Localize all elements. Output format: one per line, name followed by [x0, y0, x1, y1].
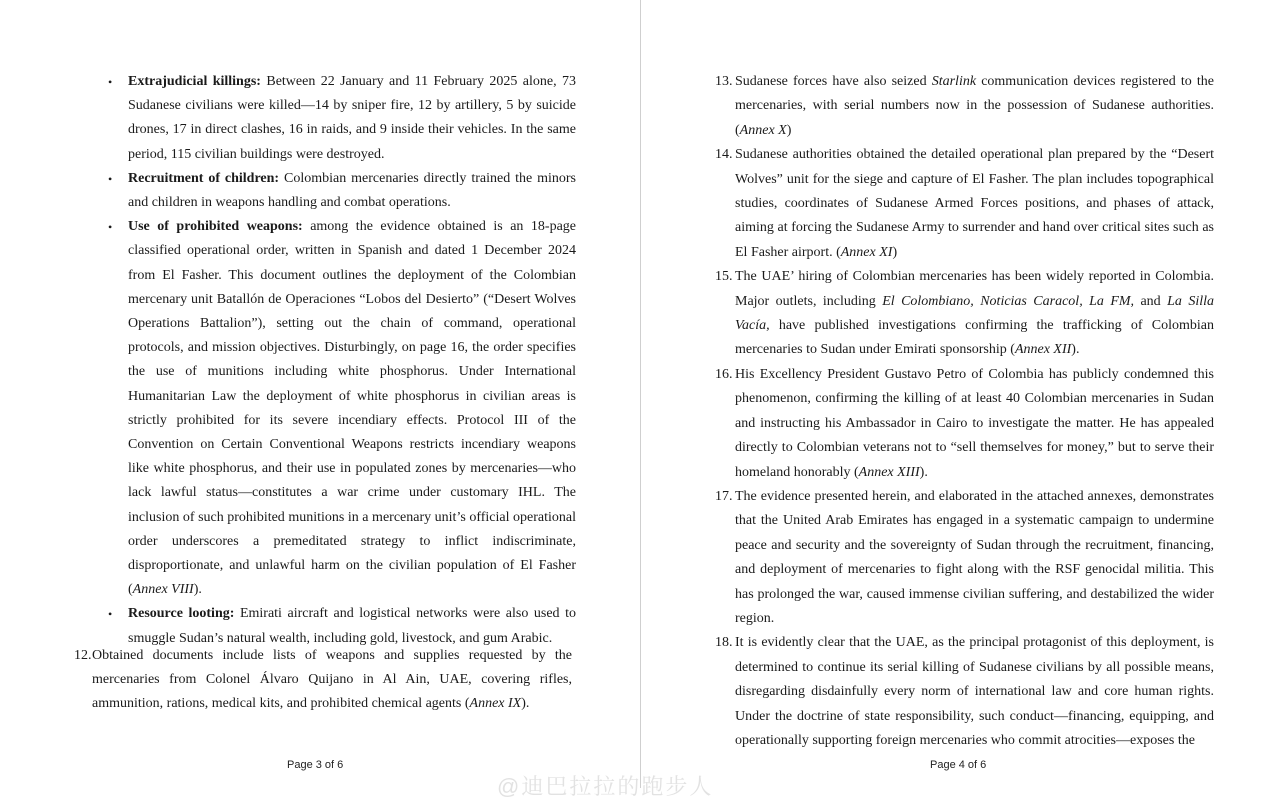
left-page [0, 0, 640, 788]
annex-ref: Annex IX [469, 696, 522, 712]
item-text: Sudanese forces have also seized [735, 74, 932, 89]
item-number: 16. [715, 366, 733, 382]
page-number-footer: Page 4 of 6 [930, 759, 987, 771]
item-emphasis: El Colombiano, Noticias Caracol, La FM, [882, 293, 1135, 309]
numbered-item [715, 363, 1214, 485]
annex-ref: Annex VIII [132, 582, 194, 598]
item-tail: ). [1071, 342, 1080, 358]
bullet-dot-icon: • [108, 75, 113, 89]
bullet-text: Between 22 January and 11 February 2025 alone, 73 Sudanese civilians were killed—14 by sniper fire, 12 by artillery, 5 by suicide drones, 17 in direct clashes, 16 in raids, and 9 inside their vehicles. In the same period, 115 civilian buildings were destroyed. [128, 74, 576, 162]
item-number: 18. [715, 635, 733, 651]
item-text: communication devices registered to the mercenaries, with serial numbers now in the possession of Sudanese authorities.( [735, 74, 1214, 138]
item-number: 13. [715, 74, 733, 89]
item-tail: ) [786, 122, 792, 138]
bullet-item [108, 215, 576, 602]
page-number-footer: Page 3 of 6 [287, 759, 344, 771]
bullet-item [108, 167, 576, 215]
bullet-dot-icon: • [108, 607, 113, 622]
item-text: have published investigations confirming the trafficking of Colombian mercenaries to Sudan under Emirati sponsorship ( [735, 318, 1214, 358]
item-text: and [1134, 293, 1168, 309]
numbered-item [715, 143, 1214, 265]
paragraph-tail: ). [521, 696, 530, 712]
bullet-label: Extrajudicial killings: [128, 74, 261, 89]
numbered-list [715, 70, 1214, 753]
item-number: 17. [715, 488, 733, 504]
bullet-dot-icon: • [108, 171, 113, 186]
paragraph-12 [74, 644, 572, 717]
watermark: @迪巴拉拉的跑步人 [497, 774, 714, 799]
bullet-label: Use of prohibited weapons: [128, 219, 303, 235]
item-text: His Excellency President Gustavo Petro of Colombia has publicly condemned this phenomenon, confirming the killing of at least 40 Colombian mercenaries in Sudan and instructing his Ambassador in Cairo to investigate the matter. He has appealed directly to Colombian veterans not to “sell themselves for money,” but to serve their homeland honorably ( [735, 366, 1214, 480]
annex-ref: Annex XIII [858, 464, 920, 480]
bullet-tail: ). [193, 582, 202, 598]
bullet-text: among the evidence obtained is an 18-page classified operational order, written in Spanish and dated 1 December 2024 from El Fasher. This document outlines the deployment of the Colombian mercenary unit Batallón de Operaciones “Lobos del Desierto” (“Desert Wolves Operations Battalion”), setting out the chain of command, operational protocols, and mission objectives. Disturbingly, on page 16, the order specifies the use of munitions including white phosphorus. Under International Humanitarian Law the deployment of white phosphorus in civilian areas is strictly prohibited for its severe incendiary effects. Protocol III of the Convention on Certain Conventional Weapons restricts incendiary weapons like white phosphorus, and their use in populated zones by mercenaries—who lack lawful status—constitutes a war crime under customary IHL. The inclusion of such prohibited munitions in a mercenary unit’s official operational order underscores a premeditated strategy to inflict indiscriminate, disproportionate, and unlawful harm on the civilian population of El Fasher ( [128, 219, 576, 598]
paragraph-text: Obtained documents include lists of weapons and supplies requested by the mercenaries from Colonel Álvaro Quijano in Al Ain, UAE, covering rifles, ammunition, rations, medical kits, and prohibited chemical agents ( [92, 648, 572, 712]
item-emphasis: La Silla Vacía, [735, 293, 1214, 334]
bullet-label: Resource looting: [128, 606, 235, 622]
numbered-item [715, 265, 1214, 363]
numbered-item [715, 631, 1214, 753]
right-page [641, 0, 1280, 788]
numbered-item [715, 485, 1214, 631]
item-text: The evidence presented herein, and elaborated in the attached annexes, demonstrates that the United Arab Emirates has engaged in a systematic campaign to undermine peace and security and the sovereignty of Sudan through the recruitment, financing, and deployment of mercenaries to fight along with the RSF genocidal militia. This has prolonged the war, caused immense civilian suffering, and destabilized the wider region. [735, 488, 1214, 626]
item-text: The UAE’ hiring of Colombian mercenaries has been widely reported in Colombia. Major outlets, including [735, 269, 1214, 309]
item-text: It is evidently clear that the UAE, as the principal protagonist of this deployment, is determined to continue its serial killing of Sudanese civilians by all possible means, disregarding disdainfully every norm of international law and core human rights. Under the doctrine of state responsibility, such conduct—financing, equipping, and operationally supporting foreign mercenaries who commit atrocities—exposes the [735, 635, 1214, 748]
item-number: 15. [715, 269, 733, 285]
item-text: Sudanese authorities obtained the detailed operational plan prepared by the “Desert Wolves” unit for the siege and capture of El Fasher. The plan includes topographical studies, coordinates of Sudanese Armed Forces positions, and phases of attack, aiming at forcing the Sudanese Army to surrender and hand over critical sites such as El Fasher airport. ( [735, 147, 1214, 260]
annex-ref: Annex XI [840, 244, 893, 260]
bullet-label: Recruitment of children: [128, 170, 280, 186]
annex-ref: Annex XII [1014, 342, 1072, 358]
item-number: 14. [715, 147, 733, 163]
bullet-item [108, 70, 576, 167]
paragraph-number: 12. [74, 648, 92, 663]
bullet-text: Emirati aircraft and logistical networks were also used to smuggle Sudan’s natural wealth, including gold, livestock, and gum Arabic. [128, 606, 577, 646]
item-tail: ) [892, 244, 898, 260]
annex-ref: Annex X [739, 122, 787, 138]
item-emphasis: Starlink [931, 74, 977, 89]
numbered-item [715, 70, 1214, 143]
item-tail: ). [919, 464, 928, 480]
bullet-text: Colombian mercenaries directly trained the minors and children in weapons handling and combat operations. [128, 170, 577, 211]
bullet-list [108, 70, 576, 651]
bullet-dot-icon: • [108, 220, 113, 235]
